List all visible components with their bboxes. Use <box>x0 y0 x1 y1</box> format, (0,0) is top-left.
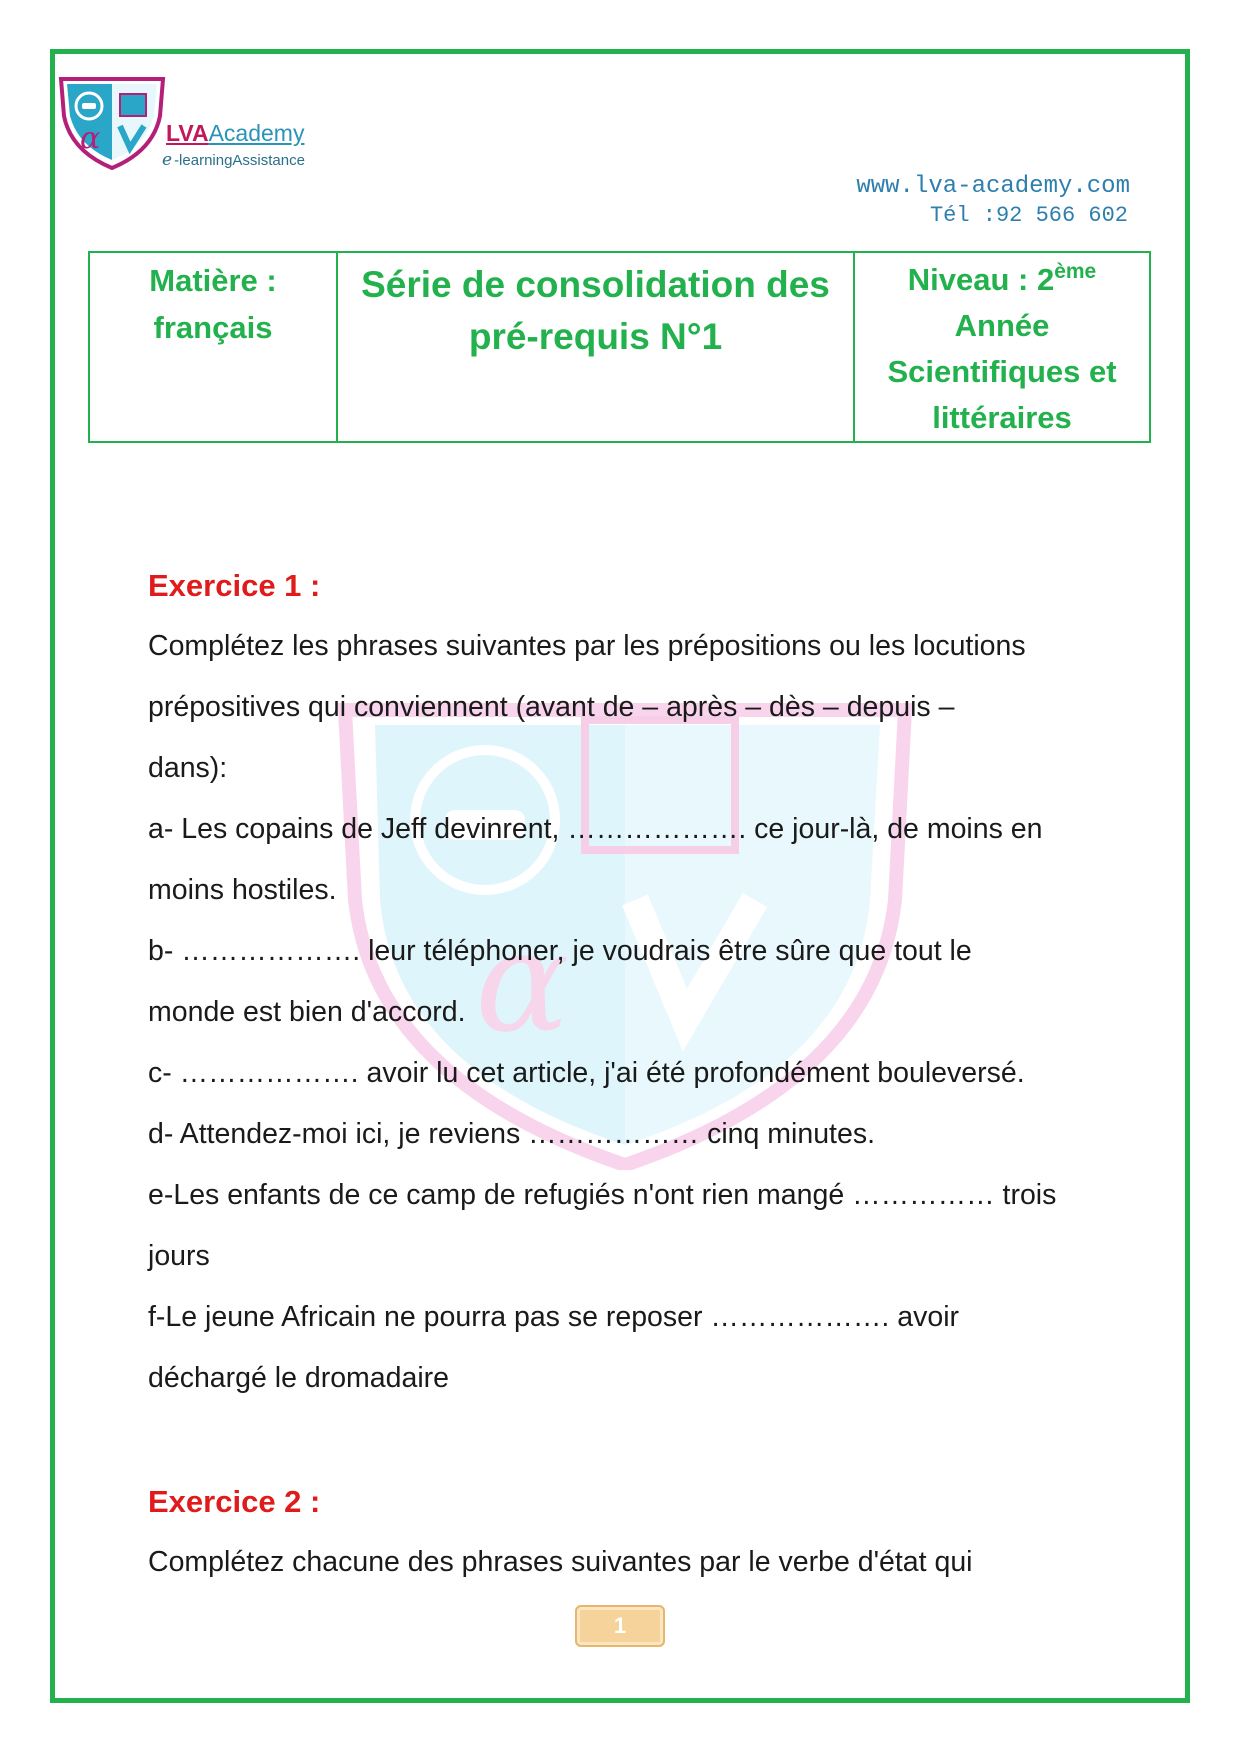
exercise1-line: f-Le jeune Africain ne pourra pas se reposer ………………. avoir <box>148 1301 960 1333</box>
level-line1 <box>855 257 1149 303</box>
exercise1-line: monde est bien d'accord. <box>148 996 466 1028</box>
website-link[interactable]: www.lva-academy.com <box>856 173 1130 200</box>
exercise1-line: b- ………………. leur téléphoner, je voudrais être sûre que tout le <box>148 935 972 967</box>
exercise2-line: Complétez chacune des phrases suivantes par le verbe d'état qui <box>148 1546 973 1578</box>
svg-text:α: α <box>475 901 570 1064</box>
exercise1-line: jours <box>148 1240 210 1272</box>
series-title-cell <box>337 252 854 442</box>
level-line4: littéraires <box>932 400 1072 435</box>
exercise1-line: d- Attendez-moi ici, je reviens ……………… cinq minutes. <box>148 1118 875 1150</box>
contact-block <box>856 172 1130 230</box>
series-title-line2: pré-requis N°1 <box>468 316 723 357</box>
brand-lva: LVA <box>166 120 209 146</box>
exercise1-line: déchargé le dromadaire <box>148 1362 450 1394</box>
exercise1-line: dans): <box>148 752 228 784</box>
tagline-text: -learningAssistance <box>174 152 305 169</box>
section-gap <box>148 1409 1098 1471</box>
lva-academy-logo <box>58 76 166 170</box>
level-cell <box>854 252 1150 442</box>
exercise1-line: c- ………………. avoir lu cet article, j'ai été profondément bouleversé. <box>148 1057 1025 1089</box>
exercise1-line: moins hostiles. <box>148 874 337 906</box>
info-table <box>88 251 1151 443</box>
exercise2-title: Exercice 2 : <box>148 1484 321 1519</box>
exercise1-title: Exercice 1 : <box>148 568 321 603</box>
page-number-badge: 1 <box>575 1605 665 1647</box>
exercise1-line: Complétez les phrases suivantes par les prépositions ou les locutions <box>148 630 1026 662</box>
subject-cell <box>89 252 337 442</box>
level-prefix: Niveau : 2 <box>907 262 1055 297</box>
level-line2: Année <box>954 308 1050 343</box>
level-line3: Scientifiques et <box>887 354 1117 389</box>
phone-number: Tél :92 566 602 <box>929 203 1128 228</box>
series-title-line1: Série de consolidation des <box>361 264 830 305</box>
exercise-content <box>148 555 1098 1593</box>
level-sup: ème <box>1054 260 1097 283</box>
brand-academy: Academy <box>208 120 305 146</box>
brand-name <box>166 120 304 147</box>
exercise1-line: e-Les enfants de ce camp de refugiés n'ont rien mangé …………… trois <box>148 1179 1057 1211</box>
subject-value: français <box>153 310 273 345</box>
tagline-e: e <box>162 150 173 170</box>
exercise1-line: a- Les copains de Jeff devinrent, ………………. ce jour-là, de moins en <box>148 813 1043 845</box>
subject-label: Matière : <box>149 263 277 298</box>
exercise1-line: prépositives qui conviennent (avant de – après – dès – depuis – <box>148 691 955 723</box>
svg-text:α: α <box>80 121 101 156</box>
brand-tagline <box>162 150 305 170</box>
